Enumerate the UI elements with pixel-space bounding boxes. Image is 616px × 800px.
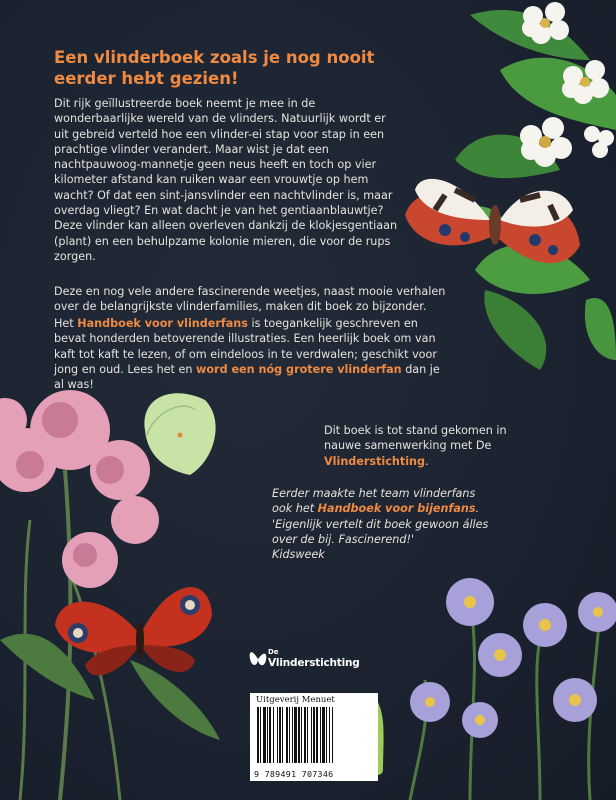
partner-name: Vlinderstichting [324,454,425,468]
logo-name: Vlinderstichting [268,657,360,669]
facts-paragraph: Deze en nog vele andere fascinerende weetjes, naast mooie verhalen over de belangrijkste vlinderfamilies, maken dit boek zo bijzonder. [54,285,446,314]
tiger-moth [405,179,580,263]
review-quote: 'Eigenlijk vertelt dit boek gewoon álles over de bij. Fascinerend!' [272,517,489,546]
emphasis-text: word een nóg grotere vlinderfan [196,362,402,376]
previous-book-paragraph: Eerder maakte het team vlinderfans ook het Handboek voor bijenfans. 'Eigenlijk vertelt dit boek gewoon álles over de bij. Fascinerend!' Kidsweek [272,487,489,562]
brimstone-butterfly [145,393,216,475]
book-title: Handboek voor vlinderfans [77,317,248,330]
barcode [255,707,373,765]
asters [410,578,616,800]
book-paragraph: Het Handboek voor vlinderfans is toegankelijk geschreven en bevat honderden betoverende illustraties. Een heerlijk boek om van kaft tot kaft te lezen, of om eindeloos in te verdwalen; geschikt voor jong en oud. Lees het en word een nóg grotere vlinderfan dan je al was! [54,317,440,392]
cover-heading: Een vlinderboek zoals je nog nooit eerder hebt gezien! [54,48,375,88]
butterfly-logo-icon [248,644,268,674]
intro-paragraph: Dit rijk geïllustreerde boek neemt je mee in de wonderbaarlijke wereld van de vlinders. Natuurlijk wordt er uit gebreid verteld hoe een vlinder-ei stap voor stap in een prachtige vlinder verandert. Maar wist je dat een nachtpauwoog-mannetje geen neus heeft en toch op vier kilometer afstand kan ruiken waar een vrouwtje op hem wacht? Of dat een sint-jansvlinder een nachtvlinder is, maar overdag vliegt? En wat dacht je van het gentiaanblauwtje? Deze vlinder kan alleen overleven dankzij de klokjesgentiaan (plant) en een behulpzame kolonie mieren, die voor de rups zorgen. [54,97,398,263]
barcode-panel [250,693,378,781]
partner-paragraph: Dit boek is tot stand gekomen in nauwe samenwerking met De Vlinderstichting. [324,424,507,468]
vlinderstichting-logo [248,640,368,676]
publisher-name: Uitgeverij Menuet [256,695,335,705]
isbn-number: 9 789491 707346 [254,769,334,779]
previous-book-title: Handboek voor bijenfans [317,502,476,516]
review-source: Kidsweek [272,548,325,562]
logo-prefix: De [268,648,279,656]
